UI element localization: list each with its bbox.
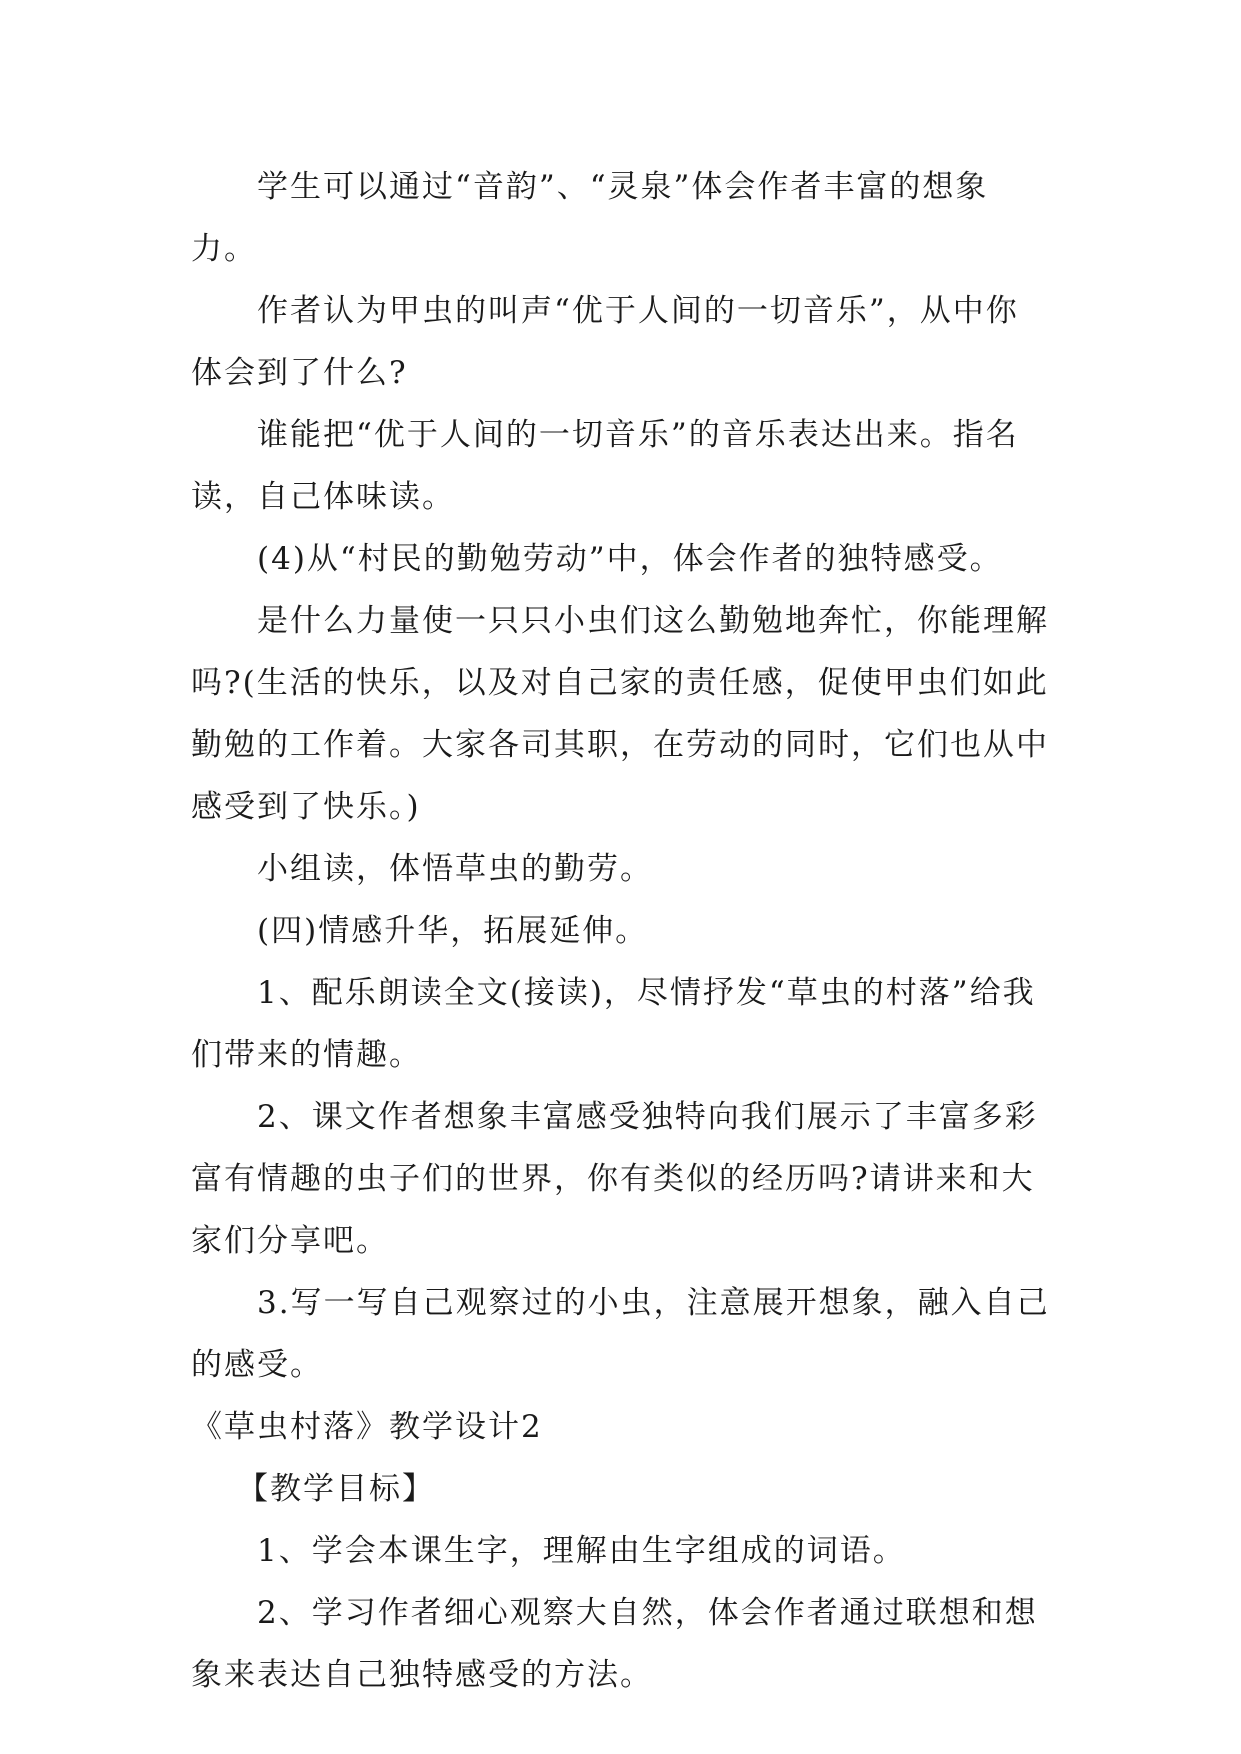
list-item: 2、课文作者想象丰富感受独特向我们展示了丰富多彩富有情趣的虫子们的世界，你有类似的经历吗?请讲来和大家们分享吧。 (191, 1099, 1038, 1259)
paragraph: 作者认为甲虫的叫声“优于人间的一切音乐”，从中你体会到了什么? (191, 293, 1019, 391)
list-item: 3.写一写自己观察过的小虫，注意展开想象，融入自己的感受。 (191, 1285, 1050, 1383)
paragraph: 谁能把“优于人间的一切音乐”的音乐表达出来。指名读，自己体味读。 (191, 417, 1019, 515)
section-heading: 【教学目标】 (237, 1471, 435, 1507)
paragraph: 小组读，体悟草虫的勤劳。 (257, 851, 653, 887)
document-body (191, 156, 1051, 1706)
section-heading: (四)情感升华，拓展延伸。 (257, 913, 649, 949)
paragraph: 学生可以通过“音韵”、“灵泉”体会作者丰富的想象力。 (191, 169, 989, 267)
list-item: 2、学习作者细心观察大自然，体会作者通过联想和想象来表达自己独特感受的方法。 (191, 1595, 1038, 1693)
list-item: 1、学会本课生字，理解由生字组成的词语。 (257, 1533, 906, 1569)
list-item: 1、配乐朗读全文(接读)，尽情抒发“草虫的村落”给我们带来的情趣。 (191, 975, 1036, 1073)
paragraph: 是什么力量使一只只小虫们这么勤勉地奔忙，你能理解吗?(生活的快乐，以及对自己家的责任感，促使甲虫们如此勤勉的工作着。大家各司其职，在劳动的同时，它们也从中感受到了快乐。) (191, 603, 1049, 825)
paragraph: (4)从“村民的勤勉劳动”中，体会作者的独特感受。 (257, 541, 1003, 577)
document-title: 《草虫村落》教学设计2 (191, 1409, 543, 1445)
